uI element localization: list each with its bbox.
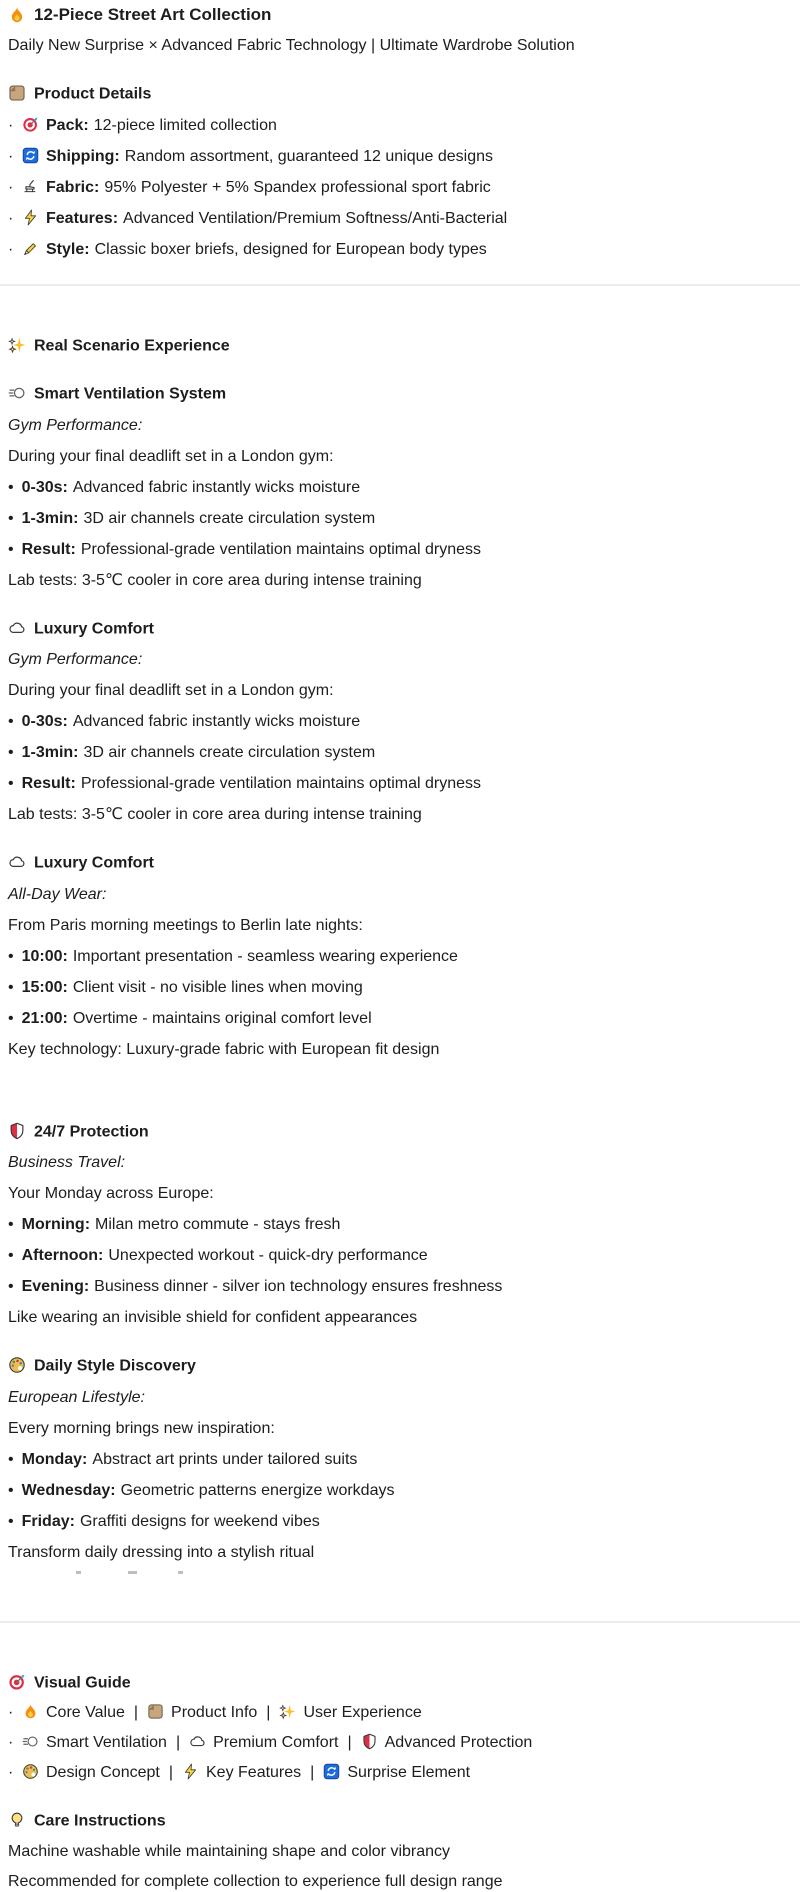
notebook-icon [147,1703,164,1720]
bullet-marker: • [8,1247,14,1264]
context-label: Business Travel: [8,1154,126,1171]
guide-item-text: Advanced Protection [384,1734,533,1751]
dot-marker: · [8,147,14,165]
page-subtitle: Daily New Surprise × Advanced Fabric Technology | Ultimate Wardrobe Solution [8,37,575,54]
bullet-line [8,1215,790,1235]
bullet-line [8,540,790,560]
divider [0,1621,800,1623]
bullet-label: Evening: [21,1278,90,1295]
bullet-line [8,509,790,529]
bullet-label: 15:00: [21,978,68,996]
section-heading-text: Care Instructions [34,1812,166,1830]
context-label: Gym Performance: [8,651,143,668]
bullet-text: 3D air channels create circulation system [83,509,376,527]
bullet-marker: • [8,540,14,558]
bullet-line [8,774,790,794]
section-heading-product-details [8,84,790,105]
fire-icon [22,1703,39,1720]
bullet-text: Advanced fabric instantly wicks moisture [72,713,361,730]
pipe-separator: | [133,1704,139,1721]
bullet-line [8,743,790,763]
section-heading-visual-guide [8,1673,790,1694]
intro-line: Your Monday across Europe: [8,1185,214,1202]
sync-arrows-icon [323,1763,340,1780]
guide-item-text: Smart Ventilation [46,1734,167,1751]
bullet-text: Overtime - maintains original comfort level [72,1009,372,1027]
bullet-line [8,1277,790,1297]
shield-icon [8,1122,26,1140]
product-detail-item-style [8,240,790,260]
bullet-label: Monday: [21,1450,88,1468]
palette-icon [8,1356,26,1374]
pipe-separator: | [266,1704,271,1721]
notebook-icon [8,84,26,102]
bullet-marker: • [8,978,14,996]
context-label: European Lifestyle: [8,1388,145,1406]
section-heading-care-instructions [8,1811,790,1832]
subsection-title-daily-style [8,1356,790,1377]
product-detail-item-shipping [8,147,790,167]
subsection-title-luxury-comfort [8,853,790,874]
bullet-line [8,1246,790,1266]
bullet-label: Wednesday: [21,1481,116,1499]
care-line: Machine washable while maintaining shape and color vibrancy [8,1842,451,1860]
bullet-label: Afternoon: [21,1247,104,1264]
pipe-separator: | [347,1734,352,1751]
bullet-marker: • [8,478,14,496]
bullet-line [8,947,790,967]
bullet-text: Unexpected workout - quick-dry performance [108,1247,428,1264]
wind-dash-icon [22,1733,39,1750]
page-title-text: 12-Piece Street Art Collection [34,5,272,24]
bullet-text: Geometric patterns energize workdays [120,1481,395,1499]
bullet-label: 1-3min: [21,744,79,761]
bullet-label: 10:00: [21,947,68,965]
intro-line: Every morning brings new inspiration: [8,1419,275,1437]
bullet-marker: • [8,1278,14,1295]
care-line: Recommended for complete collection to experience full design range [8,1872,503,1890]
bullet-line [8,712,790,732]
subsection-title-text: Daily Style Discovery [34,1357,196,1375]
guide-item-text: Design Concept [46,1764,160,1781]
bullet-marker: • [8,1481,14,1499]
pipe-separator: | [175,1734,181,1751]
clipped-text-line [8,1571,790,1577]
bullet-label: 1-3min: [21,509,79,527]
guide-item-text: Core Value [46,1704,125,1721]
wind-dash-icon [8,384,26,402]
guide-item-text: Surprise Element [347,1764,471,1781]
target-icon [22,116,39,133]
section-heading-text: Product Details [34,85,152,103]
bullet-marker: • [8,1216,14,1233]
bullet-label: 21:00: [21,1009,68,1027]
guide-item-text: Premium Comfort [213,1734,339,1751]
visual-guide-row [8,1763,790,1783]
product-detail-item-features [8,209,790,229]
ice-skate-icon [22,178,39,195]
lightning-icon [182,1763,199,1780]
intro-line: From Paris morning meetings to Berlin late nights: [8,916,363,934]
outro-line: Like wearing an invisible shield for confident appearances [8,1309,418,1326]
outro-line: Lab tests: 3-5℃ cooler in core area during intense training [8,806,422,823]
product-detail-item-fabric [8,178,790,198]
bullet-marker: • [8,947,14,965]
item-text: 12-piece limited collection [93,116,277,134]
bullet-line [8,1450,790,1470]
bullet-label: Result: [21,540,76,558]
bullet-text: Abstract art prints under tailored suits [92,1450,358,1468]
context-label: All-Day Wear: [8,885,107,903]
item-text: Random assortment, guaranteed 12 unique designs [124,147,494,165]
lightbulb-icon [8,1811,26,1829]
bullet-text: Advanced fabric instantly wicks moisture [72,478,361,496]
bullet-marker: • [8,1450,14,1468]
guide-item-text: User Experience [303,1704,422,1721]
intro-line: During your final deadlift set in a London gym: [8,447,334,465]
section-heading-text: Visual Guide [34,1674,131,1691]
subsection-title-text: Smart Ventilation System [34,385,227,403]
pipe-separator: | [310,1764,315,1781]
pipe-separator: | [168,1764,173,1781]
bullet-line [8,1481,790,1501]
cloud-icon [8,619,26,637]
bullet-text: Graffiti designs for weekend vibes [79,1512,320,1530]
dot-marker: · [8,178,14,196]
divider [0,284,800,286]
bullet-text: Client visit - no visible lines when moving [72,978,363,996]
dot-marker: · [8,1764,14,1781]
item-label: Fabric: [46,178,100,196]
dot-marker: · [8,209,14,227]
outro-line: Key technology: Luxury-grade fabric with European fit design [8,1040,440,1058]
bullet-line [8,1009,790,1029]
product-detail-item-pack [8,116,790,136]
bullet-label: Friday: [21,1512,75,1530]
bullet-marker: • [8,713,14,730]
bullet-marker: • [8,509,14,527]
bullet-text: Professional-grade ventilation maintains optimal dryness [80,775,482,792]
subsection-title-text: Luxury Comfort [34,620,154,637]
dot-marker: · [8,116,14,134]
bullet-text: Important presentation - seamless wearing experience [72,947,458,965]
outro-line: Transform daily dressing into a stylish ritual [8,1543,315,1561]
sparkles-icon [8,336,26,354]
context-label: Gym Performance: [8,416,143,434]
section-heading-text: Real Scenario Experience [34,337,230,354]
bullet-marker: • [8,744,14,761]
dot-marker: · [8,1734,14,1751]
outro-line: Lab tests: 3-5℃ cooler in core area during intense training [8,571,422,589]
item-label: Features: [46,209,119,227]
subsection-title-text: 24/7 Protection [34,1123,149,1140]
bullet-label: Result: [21,775,76,792]
item-label: Style: [46,240,90,258]
bullet-text: Professional-grade ventilation maintains optimal dryness [80,540,482,558]
cloud-icon [8,853,26,871]
dot-marker: · [8,240,14,258]
bullet-label: 0-30s: [21,478,68,496]
item-text: Classic boxer briefs, designed for European body types [94,240,487,258]
bullet-text: Milan metro commute - stays fresh [95,1216,341,1233]
item-text: Advanced Ventilation/Premium Softness/Anti-Bacterial [123,209,508,227]
subsection-title-text: Luxury Comfort [34,854,154,872]
shield-icon [361,1733,378,1750]
bullet-text: Business dinner - silver ion technology ensures freshness [94,1278,503,1295]
subsection-title-protection [8,1122,790,1143]
dot-marker: · [8,1704,14,1721]
guide-item-text: Product Info [171,1704,258,1721]
item-label: Shipping: [46,147,120,165]
item-text: 95% Polyester + 5% Spandex professional sport fabric [104,178,491,196]
bullet-marker: • [8,775,14,792]
bullet-marker: • [8,1009,14,1027]
fire-icon [8,6,26,24]
pencil-icon [22,240,39,257]
bullet-marker: • [8,1512,14,1530]
subsection-title-smart-ventilation [8,384,790,405]
item-label: Pack: [46,116,89,134]
lightning-icon [22,209,39,226]
intro-line: During your final deadlift set in a London gym: [8,682,334,699]
bullet-text: 3D air channels create circulation system [83,744,376,761]
palette-icon [22,1763,39,1780]
guide-item-text: Key Features [206,1764,302,1781]
sync-arrows-icon [22,147,39,164]
visual-guide-row [8,1703,790,1723]
page-title [8,4,790,26]
bullet-line [8,1512,790,1532]
sparkles-icon [279,1703,296,1720]
bullet-label: Morning: [21,1216,91,1233]
bullet-line [8,478,790,498]
subsection-title-luxury-comfort [8,619,790,640]
section-heading-real-scenario [8,336,790,357]
visual-guide-row [8,1733,790,1753]
cloud-icon [189,1733,206,1750]
target-icon [8,1673,26,1691]
bullet-line [8,978,790,998]
bullet-label: 0-30s: [21,713,68,730]
